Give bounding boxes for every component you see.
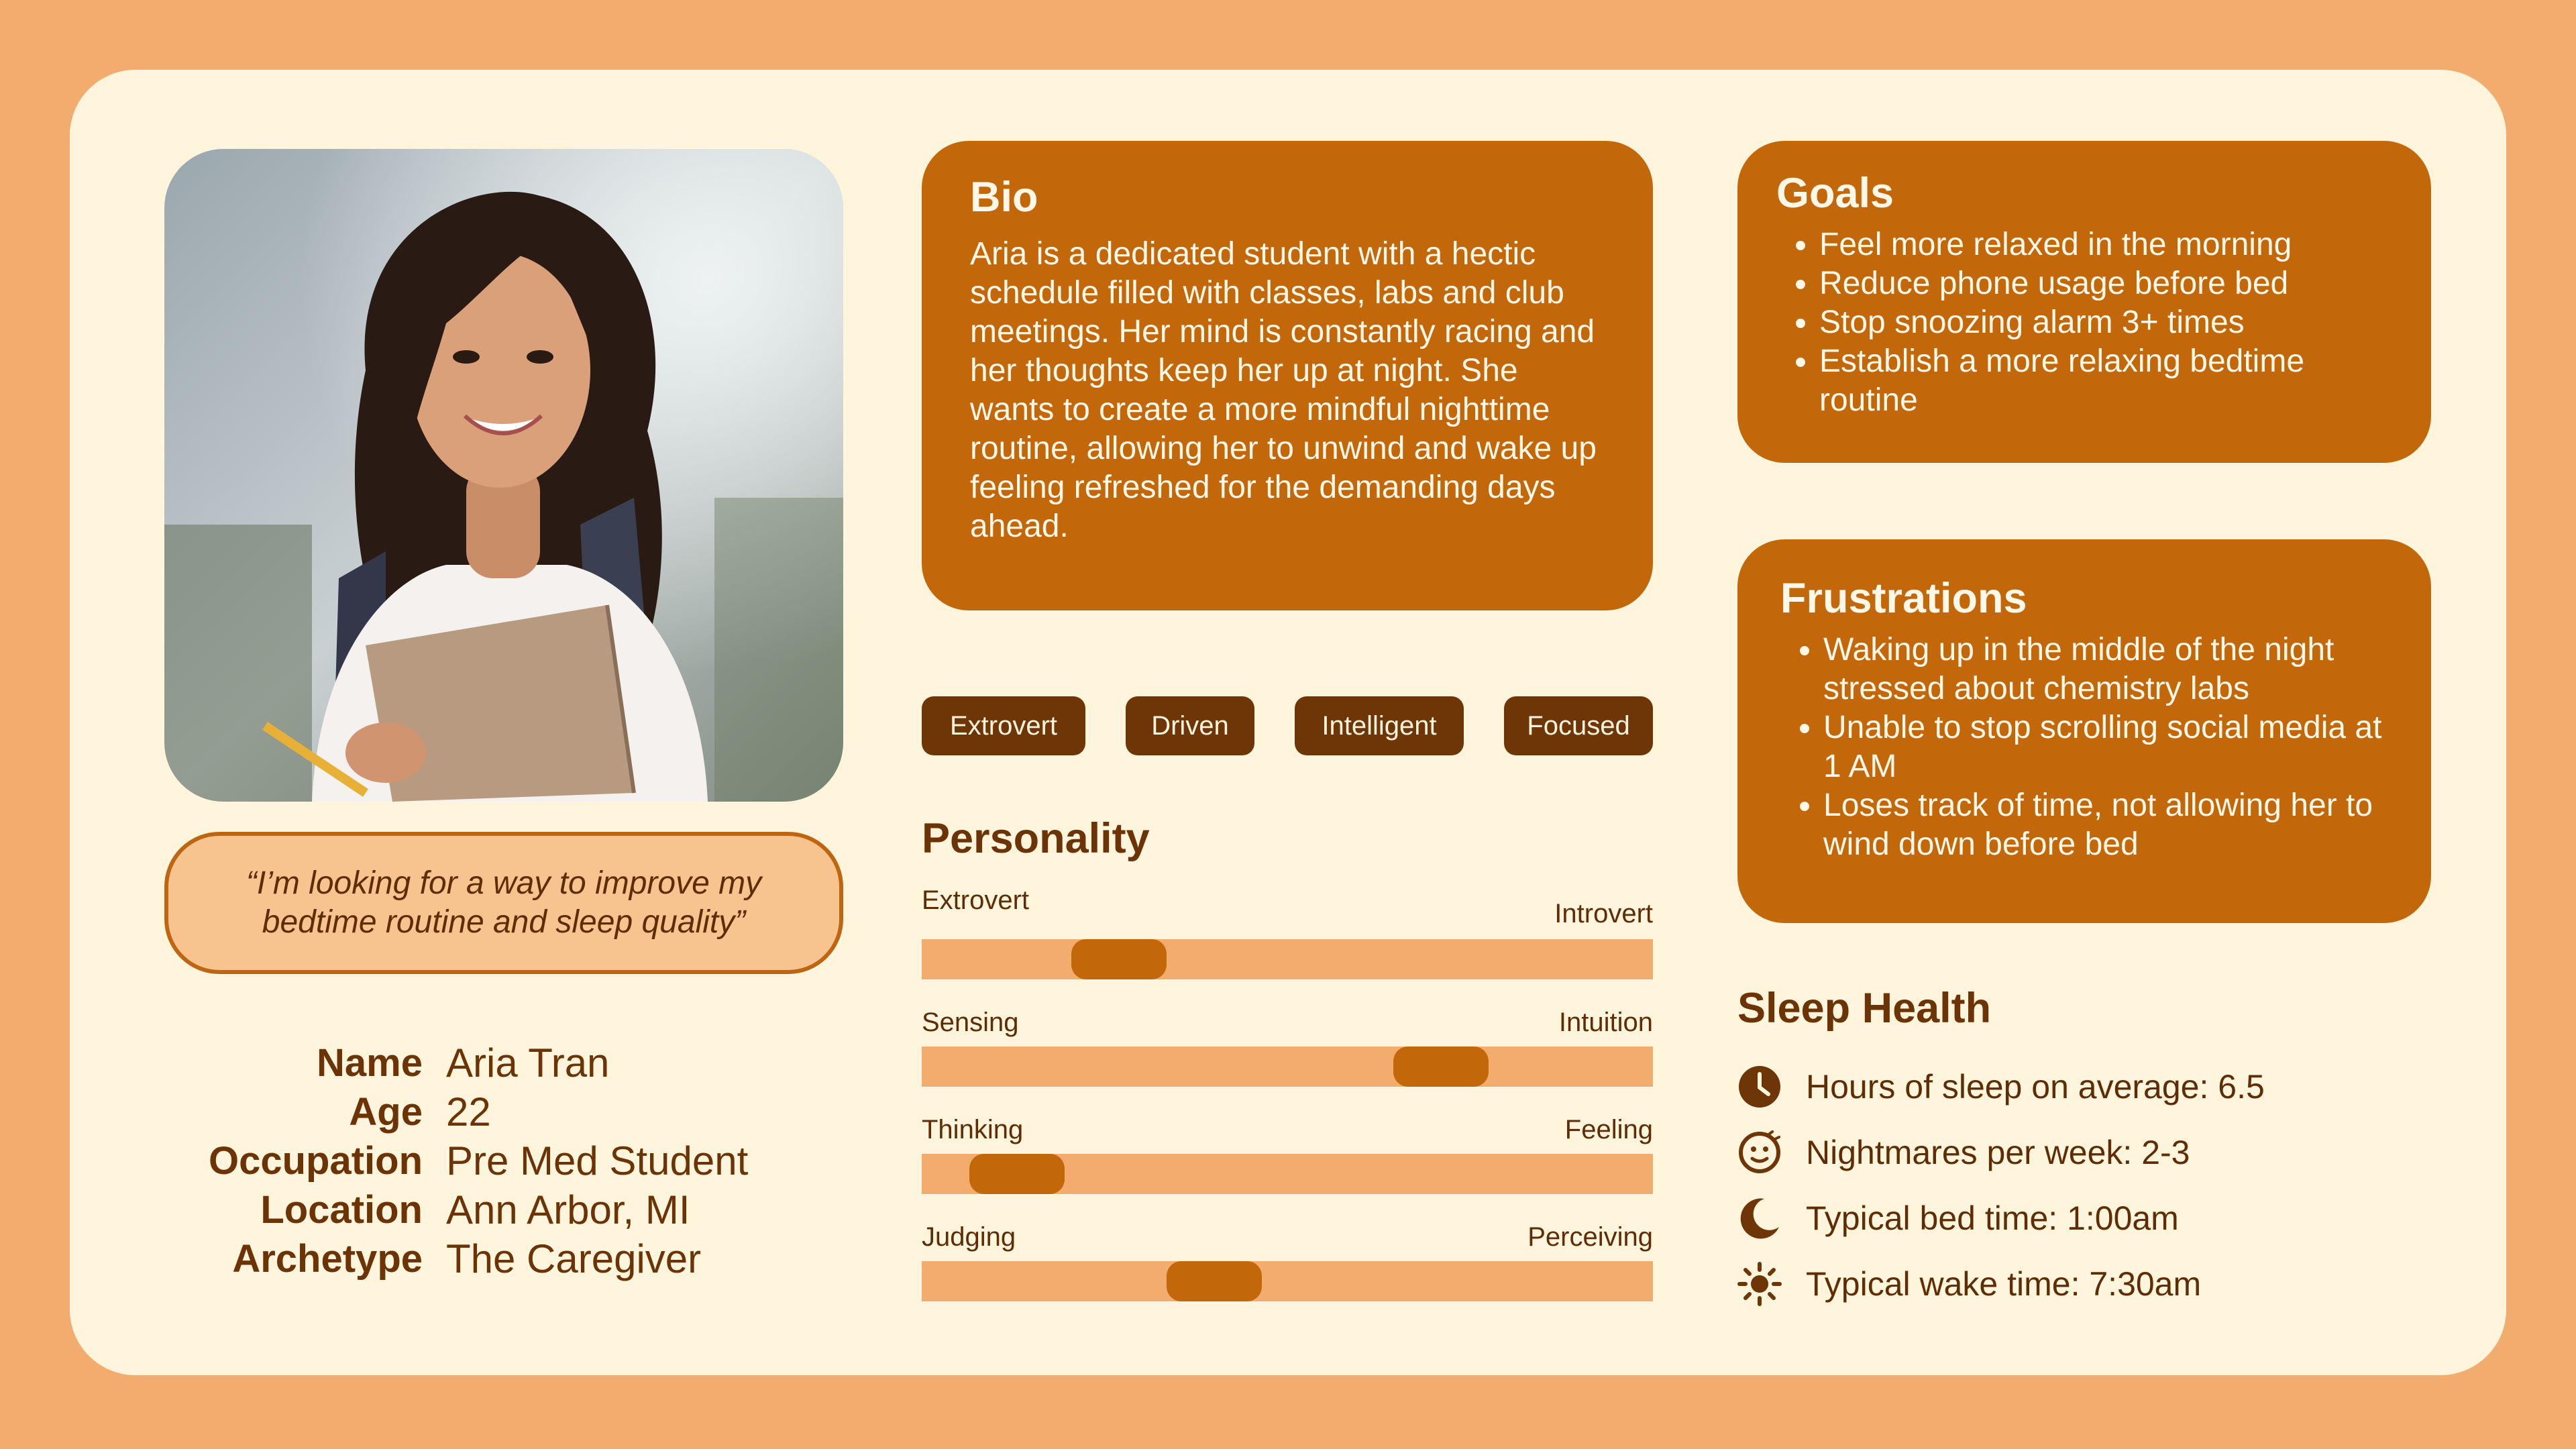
sleep-nightmares: Nightmares per week: 2-3 bbox=[1806, 1134, 2190, 1171]
scale-track bbox=[922, 1154, 1653, 1194]
list-item: • Reduce phone usage before bed bbox=[1819, 264, 2392, 303]
scale-left-label: Judging bbox=[922, 1222, 1016, 1252]
scale-track bbox=[922, 1261, 1653, 1301]
info-value: Ann Arbor, MI bbox=[446, 1187, 690, 1232]
sleep-wake-time: Typical wake time: 7:30am bbox=[1806, 1265, 2202, 1303]
scale-right-label: Intuition bbox=[1558, 1008, 1653, 1037]
scale-right-label: Feeling bbox=[1564, 1115, 1653, 1144]
goals-list bbox=[1776, 225, 2392, 420]
persona-quote: “I’m looking for a way to improve my bedtime routine and sleep quality” bbox=[164, 832, 843, 974]
trait-tag: Focused bbox=[1504, 696, 1653, 755]
list-item: • Establish a more relaxing bedtime routine bbox=[1819, 342, 2392, 420]
sleep-row bbox=[1737, 1195, 2179, 1242]
sleep-health-title: Sleep Health bbox=[1737, 985, 1992, 1032]
moon-icon bbox=[1737, 1196, 1782, 1240]
info-row-age bbox=[164, 1087, 869, 1136]
scale-track bbox=[922, 939, 1653, 979]
face-icon bbox=[1737, 1130, 1782, 1175]
info-label: Occupation bbox=[208, 1139, 423, 1183]
personality-scale bbox=[922, 1115, 1653, 1195]
personality-title: Personality bbox=[922, 815, 1150, 862]
scale-left-label: Thinking bbox=[922, 1115, 1024, 1144]
goals-panel bbox=[1737, 141, 2431, 463]
scale-thumb bbox=[969, 1154, 1065, 1194]
info-label: Archetype bbox=[232, 1237, 423, 1281]
scale-track bbox=[922, 1046, 1653, 1087]
list-item: • Loses track of time, not allowing her to wind down before bed bbox=[1823, 786, 2388, 864]
info-value: 22 bbox=[446, 1089, 491, 1134]
trait-tag: Extrovert bbox=[922, 696, 1085, 755]
info-label: Age bbox=[349, 1090, 423, 1134]
info-row-name bbox=[164, 1038, 869, 1087]
frustrations-list bbox=[1780, 631, 2388, 864]
goals-title: Goals bbox=[1776, 170, 1894, 217]
clock-icon bbox=[1737, 1065, 1782, 1109]
scale-left-label: Extrovert bbox=[922, 885, 1030, 915]
sleep-row bbox=[1737, 1129, 2190, 1176]
scale-right-label: Introvert bbox=[1554, 899, 1653, 928]
sleep-row bbox=[1737, 1260, 2201, 1307]
list-item: • Waking up in the middle of the night stressed about chemistry labs bbox=[1823, 631, 2388, 708]
info-row-occupation bbox=[164, 1136, 869, 1185]
list-item: • Feel more relaxed in the morning bbox=[1819, 225, 2392, 264]
sleep-bed-time: Typical bed time: 1:00am bbox=[1806, 1199, 2179, 1237]
sleep-row bbox=[1737, 1063, 2265, 1110]
info-row-archetype bbox=[164, 1234, 869, 1283]
bio-title: Bio bbox=[970, 174, 1038, 221]
frustrations-panel bbox=[1737, 539, 2431, 923]
bio-text: Aria is a dedicated student with a hectic schedule filled with classes, labs and club meetings. Her mind is constantly racing and her thoughts keep her up at night. She wants to create a more mindful nighttime routine, allowing her to unwind and wake up feeling refreshed for the demanding days ahead. bbox=[970, 236, 1597, 544]
frustrations-title: Frustrations bbox=[1780, 575, 2027, 622]
list-item: • Unable to stop scrolling social media at 1 AM bbox=[1823, 708, 2388, 786]
persona-info bbox=[164, 1038, 869, 1283]
info-label: Location bbox=[260, 1188, 423, 1232]
scale-right-label: Perceiving bbox=[1527, 1222, 1653, 1252]
persona-photo bbox=[164, 149, 843, 802]
sleep-hours: Hours of sleep on average: 6.5 bbox=[1806, 1068, 2265, 1106]
list-item: • Stop snoozing alarm 3+ times bbox=[1819, 303, 2392, 342]
scale-thumb bbox=[1071, 939, 1167, 979]
personality-scale bbox=[922, 1008, 1653, 1088]
trait-tag: Intelligent bbox=[1295, 696, 1464, 755]
scale-thumb bbox=[1167, 1261, 1262, 1301]
info-value: The Caregiver bbox=[446, 1236, 702, 1281]
trait-tag: Driven bbox=[1126, 696, 1254, 755]
scale-thumb bbox=[1393, 1046, 1489, 1087]
info-value: Aria Tran bbox=[446, 1040, 610, 1085]
personality-scale bbox=[922, 1222, 1653, 1303]
sun-icon bbox=[1737, 1262, 1782, 1306]
bio-panel bbox=[922, 141, 1653, 610]
scale-left-label: Sensing bbox=[922, 1008, 1019, 1037]
info-value: Pre Med Student bbox=[446, 1138, 749, 1183]
info-label: Name bbox=[317, 1041, 423, 1085]
personality-scale bbox=[922, 885, 1653, 979]
info-row-location bbox=[164, 1185, 869, 1234]
